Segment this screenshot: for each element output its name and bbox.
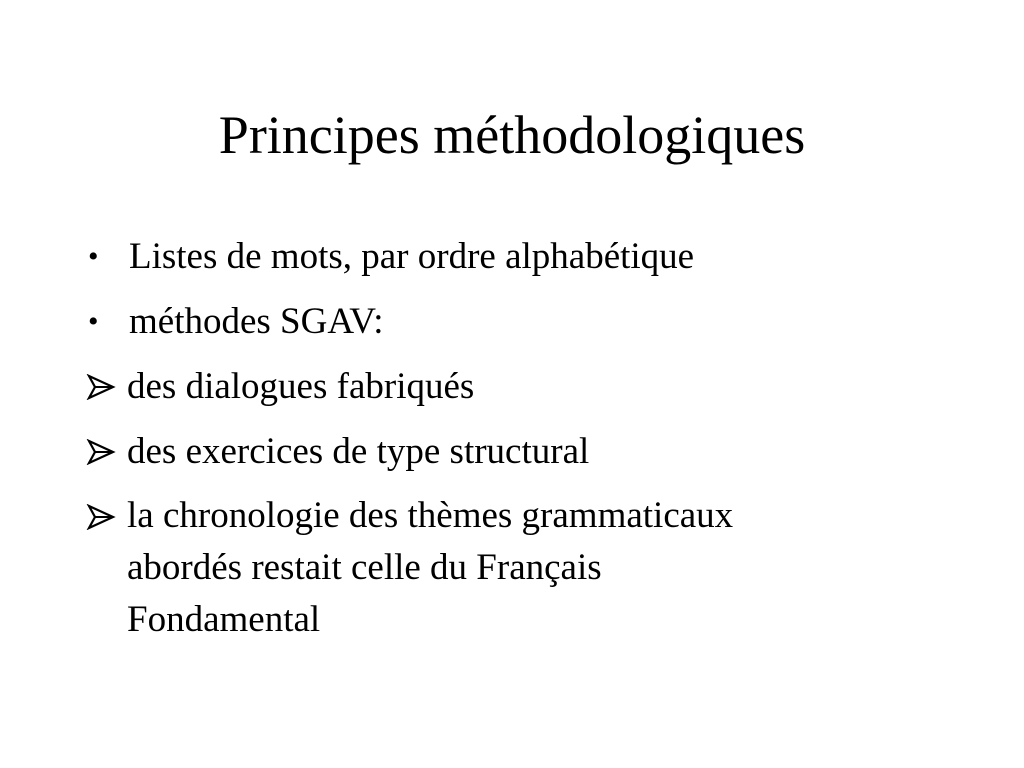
list-item-line: Fondamental: [127, 599, 321, 640]
list-item: [86, 360, 946, 414]
list-item-line: abordés restait celle du Français: [127, 547, 602, 588]
list-item-text: méthodes SGAV:: [129, 301, 384, 342]
list-item: [86, 230, 946, 284]
bullet-icon: •: [88, 305, 99, 338]
list-item: [86, 490, 946, 646]
bullet-icon: •: [88, 240, 99, 273]
list-item-text: Listes de mots, par ordre alphabétique: [129, 236, 695, 277]
list-item-text: [127, 490, 946, 646]
arrow-bullet-icon: [86, 360, 127, 414]
list-item: [86, 295, 946, 349]
bullet-list: [86, 230, 946, 657]
arrow-bullet-icon: [86, 425, 127, 479]
list-item-text: des exercices de type structural: [127, 431, 590, 472]
list-item-text: des dialogues fabriqués: [127, 366, 475, 407]
list-item-line: la chronologie des thèmes grammaticaux: [127, 495, 734, 536]
slide-title: Principes méthodologiques: [218, 105, 806, 165]
list-item: [86, 425, 946, 479]
arrow-bullet-icon: [86, 490, 127, 544]
